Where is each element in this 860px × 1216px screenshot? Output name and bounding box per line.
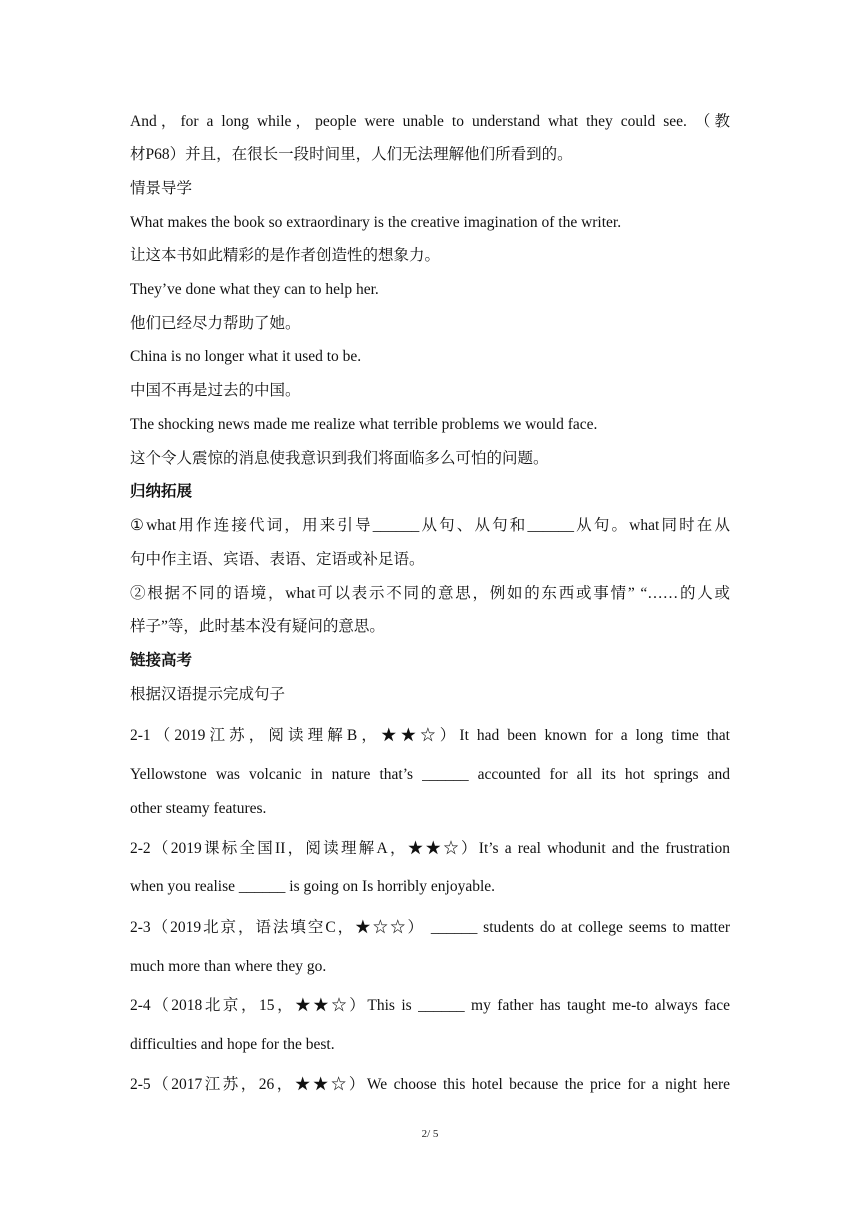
text-line: What makes the book so extraordinary is the creative imagination of the writer. (130, 214, 622, 231)
text-line: 这个令人震惊的消息使我意识到我们将面临多么可怕的问题。 (130, 450, 549, 467)
question-line: 2-3（2019北京，语法填空C，★☆☆） ______ students do at college seems to matter (130, 919, 730, 936)
section-heading: 归纳拓展 (130, 483, 193, 500)
question-line: Yellowstone was volcanic in nature that’s ______ accounted for all its hot springs and (130, 766, 730, 783)
text-line: 句中作主语、宾语、表语、定语或补足语。 (130, 551, 425, 568)
text-line: And，for a long while，people were unable to understand what they could see. （教 (130, 113, 730, 130)
question-line: much more than where they go. (130, 958, 327, 975)
text-line: 中国不再是过去的中国。 (130, 382, 301, 399)
question-line: difficulties and hope for the best. (130, 1036, 335, 1053)
text-line: ②根据不同的语境，what可以表示不同的意思，例如的东西或事情” “……的人或 (130, 585, 730, 602)
question-line: 2-2（2019课标全国II，阅读理解A，★★☆）It’s a real whodunit and the frustration (130, 840, 730, 857)
text-line: The shocking news made me realize what terrible problems we would face. (130, 416, 598, 433)
text-line: 让这本书如此精彩的是作者创造性的想象力。 (130, 247, 441, 264)
text-line: 他们已经尽力帮助了她。 (130, 315, 301, 332)
text-line: 样子”等，此时基本没有疑问的意思。 (130, 618, 385, 635)
question-line: 2-1（2019江苏，阅读理解B，★★☆）It had been known for a long time that (130, 727, 730, 744)
text-line: ①what用作连接代词，用来引导______从句、从句和______从句。what同时在从 (130, 517, 730, 534)
question-line: when you realise ______ is going on Is horribly enjoyable. (130, 878, 496, 895)
text-line: They’ve done what they can to help her. (130, 281, 379, 298)
text-line: 根据汉语提示完成句子 (130, 686, 286, 703)
question-line: other steamy features. (130, 800, 267, 817)
page-number: 2/ 5 (421, 1128, 439, 1140)
section-heading: 链接高考 (130, 652, 193, 669)
text-line: 材P68）并且，在很长一段时间里，人们无法理解他们所看到的。 (130, 146, 573, 163)
question-line: 2-5（2017江苏，26，★★☆）We choose this hotel because the price for a night here (130, 1076, 730, 1093)
section-heading: 情景导学 (130, 180, 193, 197)
question-line: 2-4（2018北京，15，★★☆）This is ______ my father has taught me-to always face (130, 997, 730, 1014)
text-line: China is no longer what it used to be. (130, 348, 362, 365)
